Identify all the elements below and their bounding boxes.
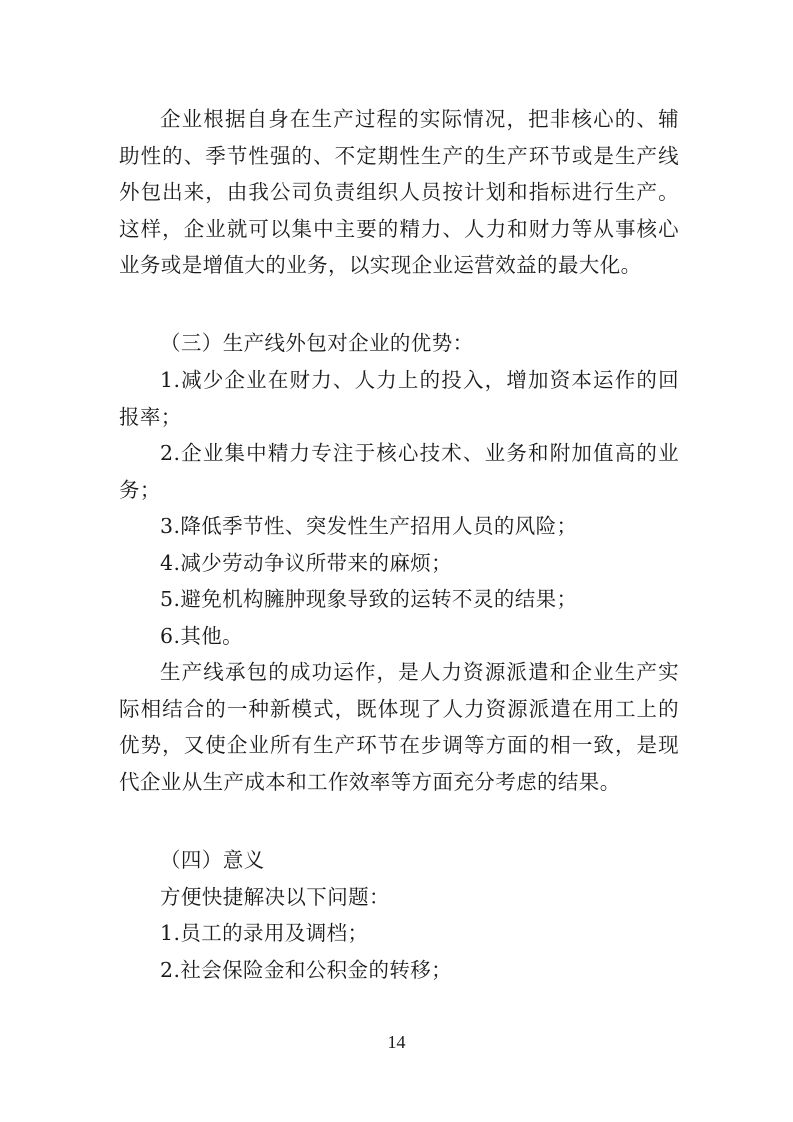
section-four-intro: 方便快捷解决以下问题： — [160, 885, 390, 909]
advantage-item-1: 1.减少企业在财力、人力上的投入，增加资本运作的回报率； — [119, 368, 679, 429]
section-four-heading: （四）意义 — [160, 848, 265, 872]
advantage-item-5: 5.避免机构臃肿现象导致的运转不灵的结果； — [160, 587, 578, 611]
section-three-heading: （三）生产线外包对企业的优势： — [160, 331, 474, 355]
intro-paragraph: 企业根据自身在生产过程的实际情况，把非核心的、辅助性的、季节性强的、不定期性生产的生产环节或是生产线外包出来，由我公司负责组织人员按计划和指标进行生产。这样，企业就可以集中主要的精力、人力和财力等从事核心业务或是增值大的业务，以实现企业运营效益的最大化。 — [119, 107, 679, 277]
advantage-item-6: 6.其他。 — [160, 624, 244, 648]
advantage-item-2: 2.企业集中精力专注于核心技术、业务和附加值高的业务； — [119, 441, 679, 502]
meaning-item-1: 1.员工的录用及调档； — [160, 921, 369, 945]
page-number: 14 — [387, 1032, 406, 1052]
section-three-closing-paragraph: 生产线承包的成功运作，是人力资源派遣和企业生产实际相结合的一种新模式，既体现了人力资源派遣在用工上的优势，又使企业所有生产环节在步调等方面的相一致，是现代企业从生产成本和工作效率等方面充分考虑的结果。 — [119, 660, 679, 794]
meaning-item-2: 2.社会保险金和公积金的转移； — [160, 958, 453, 982]
advantage-item-3: 3.降低季节性、突发性生产招用人员的风险； — [160, 514, 578, 538]
advantage-item-4: 4.减少劳动争议所带来的麻烦； — [160, 551, 453, 575]
